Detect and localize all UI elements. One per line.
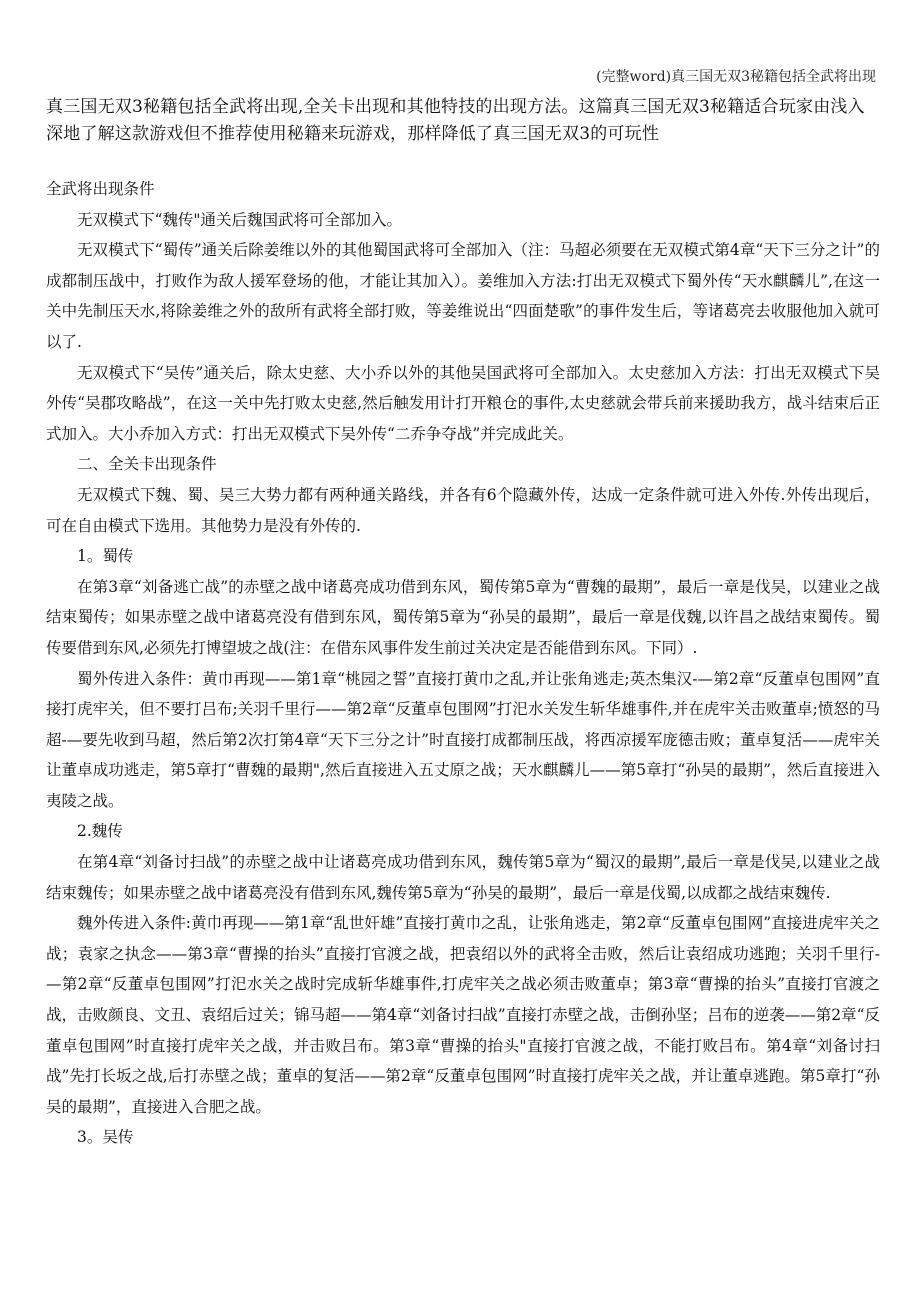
intro-paragraph: 真三国无双3秘籍包括全武将出现,全关卡出现和其他特技的出现方法。这篇真三国无双3秘籍适合玩家由浅入深地了解这款游戏但不推荐使用秘籍来玩游戏，那样降低了真三国无双3的可玩性 <box>46 97 865 144</box>
paragraph-shu-generals: 无双模式下“蜀传”通关后除姜维以外的其他蜀国武将可全部加入（注：马超必须要在无双模式第4章“天下三分之计”的成都制压战中，打败作为敌人援军登场的他，才能让其加入）。姜维加入方法:打出无双模式下蜀外传“天水麒麟儿”,在这一关中先制压天水,将除姜维之外的敌所有武将全部打败，等姜维说出“四面楚歌”的事件发生后，等诸葛亮去收服他加入就可以了. <box>46 241 880 351</box>
paragraph-wu-generals: 无双模式下“吴传”通关后，除太史慈、大小乔以外的其他吴国武将可全部加入。太史慈加入方法：打出无双模式下吴外传“吴郡攻略战”，在这一关中先打败太史慈,然后触发用计打开粮仓的事件,太史慈就会带兵前来援助我方，战斗结束后正式加入。大小乔加入方式：打出无双模式下吴外传“二乔争夺战”并完成此关。 <box>46 363 880 443</box>
subheading-shu: 1。蜀传 <box>77 547 134 566</box>
section-heading-stages: 二、全关卡出现条件 <box>77 455 217 474</box>
paragraph-shu-side-stories: 蜀外传进入条件：黄巾再现——第1章“桃园之誓”直接打黄巾之乱,并让张角逃走;英杰集汉-—第2章“反董卓包围网”直接打虎牢关，但不要打吕布;关羽千里行——第2章“反董卓包围网”打汜水关发生斩华雄事件,并在虎牢关击败董卓;愤怒的马超-—要先收到马超，然后第2次打第4章“天下三分之计”时直接打成都制压战，将西凉援军庞德击败；董卓复活——虎牢关让董卓成功逃走，第5章打“曹魏的最期",然后直接进入五丈原之战；天水麒麟儿——第5章打“孙吴的最期”，然后直接进入夷陵之战。 <box>46 669 880 810</box>
section-heading-generals: 全武将出现条件 <box>46 180 155 198</box>
subheading-wei: 2.魏传 <box>77 822 123 841</box>
paragraph-shu-route: 在第3章“刘备逃亡战”的赤壁之战中诸葛亮成功借到东风，蜀传第5章为“曹魏的最期”，最后一章是伐吴，以建业之战结束蜀传；如果赤壁之战中诸葛亮没有借到东风，蜀传第5章为“孙吴的最期”，最后一章是伐魏,以许昌之战结束蜀传。蜀传要借到东风,必须先打博望坡之战(注：在借东风事件发生前过关决定是否能借到东风。下同）. <box>46 577 880 657</box>
paragraph-wei-generals: 无双模式下“魏传"通关后魏国武将可全部加入。 <box>77 210 403 229</box>
document-body <box>46 174 880 1153</box>
paragraph-stages-intro: 无双模式下魏、蜀、吴三大势力都有两种通关路线，并各有6个隐藏外传，达成一定条件就可进入外传.外传出现后，可在自由模式下选用。其他势力是没有外传的. <box>46 485 880 535</box>
paragraph-wei-route: 在第4章“刘备讨扫战”的赤壁之战中让诸葛亮成功借到东风，魏传第5章为“蜀汉的最期”,最后一章是伐吴,以建业之战结束魏传；如果赤壁之战中诸葛亮没有借到东风,魏传第5章为“孙吴的最期”，最后一章是伐蜀,以成都之战结束魏传. <box>46 853 880 902</box>
document-header-title: (完整word)真三国无双3秘籍包括全武将出现 <box>596 69 876 85</box>
subheading-wu: 3。吴传 <box>77 1128 134 1147</box>
paragraph-wei-side-stories: 魏外传进入条件:黄巾再现——第1章“乱世奸雄”直接打黄巾之乱，让张角逃走，第2章“反董卓包围网”直接进虎牢关之战；袁家之执念——第3章“曹操的抬头”直接打官渡之战，把袁绍以外的武将全击败，然后让袁绍成功逃跑；关羽千里行-—第2章“反董卓包围网”打汜水关之战时完成斩华雄事件,打虎牢关之战必须击败董卓；第3章“曹操的抬头”直接打官渡之战，击败颜良、文丑、袁绍后过关；锦马超——第4章“刘备讨扫战”直接打赤壁之战，击倒孙坚；吕布的逆袭——第2章“反董卓包围网”时直接打虎牢关之战，并击败吕布。第3章“曹操的抬头"直接打官渡之战，不能打败吕布。第4章“刘备讨扫战”先打长坂之战,后打赤壁之战；董卓的复活——第2章“反董卓包围网”时直接打虎牢关之战，并让董卓逃跑。第5章打“孙吴的最期”，直接进入合肥之战。 <box>46 914 880 1116</box>
